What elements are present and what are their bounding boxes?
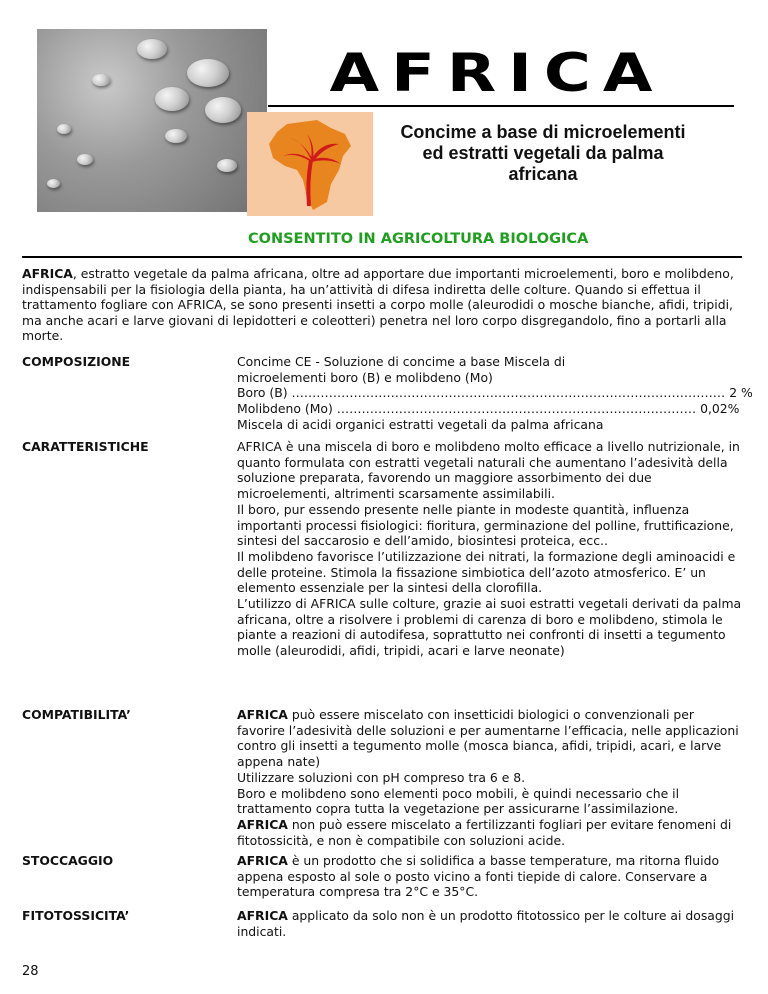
banner-rule [22, 256, 742, 258]
fitotossicita-label: FITOTOSSICITA’ [22, 908, 130, 923]
header-rule [268, 105, 734, 107]
organic-farming-banner: CONSENTITO IN AGRICOLTURA BIOLOGICA [248, 231, 589, 247]
molibdeno-row [237, 401, 740, 417]
compatibilita-p4-text: non può essere miscelato a fertilizzanti fogliari per evitare fenomeni di fitotossicità, e non è compatibile con soluzioni acide. [237, 816, 732, 848]
subtitle-line-2: ed estratti vegetali da palma [422, 143, 664, 163]
caratteristiche-p4: L’utilizzo di AFRICA sulle colture, grazie ai suoi estratti vegetali derivati da palma africana, oltre a risolvere i problemi di carenza di boro e molibdeno, stimola le piante a reazioni di autodifesa, soprattutto nei confronti di insetti a tegumento molle (aleurodidi, afidi, tripidi, acari e larve neonate) [237, 596, 742, 659]
boro-row [237, 385, 753, 401]
compatibilita-p3: Boro e molibdeno sono elementi poco mobili, è quindi necessario che il trattamento copra tutta la vegetazione per assicurarne l’assimilazione. [237, 785, 680, 817]
mites-photo [37, 29, 267, 212]
stoccaggio-text [237, 853, 742, 900]
composizione-label: COMPOSIZIONE [22, 354, 131, 369]
fitotossicita-text-body: applicato da solo non è un prodotto fitotossico per le colture ai dosaggi indicati. [237, 908, 735, 939]
caratteristiche-p3: Il molibdeno favorisce l’utilizzazione dei nitrati, la formazione degli aminoacidi e delle proteine. Stimola la fissazione simbiotica dell’azoto atmosferico. E’ un elemento essenziale per la sintesi della clorofilla. [237, 548, 736, 596]
brand-title: AFRICA [329, 43, 665, 105]
stoccaggio-body [237, 853, 742, 900]
intro-brand: AFRICA [22, 266, 73, 281]
compatibilita-brand-2: AFRICA [237, 816, 288, 832]
caratteristiche-body [237, 439, 742, 659]
intro-text: , estratto vegetale da palma africana, oltre ad apportare due importanti microelementi, boro e molibdeno, indispensabili per la fisiologia della pianta, ha un’attività di difesa indiretta delle colture. Quando si effettua il trattamento fogliare con AFRICA, se sono presenti insetti a corpo molle (aleurodidi o mosche bianche, afidi, tripidi, ma anche acari e larve giovani di lepidotteri e coleotteri) penetra nel loro corpo disgregandolo, fino a portarli alla morte. [22, 266, 734, 343]
compatibilita-label: COMPATIBILITA’ [22, 707, 131, 722]
caratteristiche-p1: AFRICA è una miscela di boro e molibdeno molto efficace a livello nutrizionale, in quanto formulata con estratti vegetali naturali che aumentano l’adesività della soluzione preparata, favorendo un maggiore assorbimento dei due microelementi, altrimenti scarsamente assimilabili. [237, 439, 740, 502]
fitotossicita-body [237, 908, 742, 939]
molibdeno-value: 0,02% [700, 401, 740, 417]
compatibilita-body [237, 707, 742, 848]
africa-palm-logo [247, 112, 373, 216]
stoccaggio-brand: AFRICA [237, 853, 288, 868]
subtitle-line-3: africana [508, 164, 578, 184]
stoccaggio-text-body: è un prodotto che si solidifica a basse temperature, ma ritorna fluido appena esposto al sole o posto vicino a fonti tiepide di calore. Conservare a temperatura compresa tra 2°C e 35°C. [237, 853, 720, 900]
compatibilita-p4 [237, 817, 742, 848]
stoccaggio-label: STOCCAGGIO [22, 853, 114, 868]
composizione-line-5: Miscela di acidi organici estratti vegetali da palma africana [237, 416, 604, 432]
compatibilita-p2: Utilizzare soluzioni con pH compreso tra 6 e 8. [237, 769, 526, 785]
fitotossicita-text [237, 908, 742, 939]
intro-paragraph [22, 266, 744, 344]
subtitle-line-1: Concime a base di microelementi [400, 122, 686, 142]
compatibilita-p1-text: può essere miscelato con insetticidi biologici o convenzionali per favorire l’adesività delle soluzioni e per aumentarne l’efficacia, nelle applicazioni contro gli insetti a tegumento molle (mosca bianca, afidi, tripidi, acari, e larve appena nate) [237, 707, 739, 770]
page-number: 28 [22, 964, 39, 979]
composizione-line-2: microelementi boro (B) e molibdeno (Mo) [237, 369, 493, 385]
compatibilita-p1 [237, 707, 742, 770]
boro-label: Boro (B) …………………………………………………………………………………………… [237, 385, 726, 401]
fitotossicita-brand: AFRICA [237, 908, 288, 923]
boro-value: 2 % [729, 385, 753, 401]
composizione-line-1: Concime CE - Soluzione di concime a base Miscela di [237, 354, 566, 369]
caratteristiche-p2: Il boro, pur essendo presente nelle piante in modeste quantità, influenza importanti processi fisiologici: fioritura, germinazione del polline, fruttificazione, sintesi del saccarosio e dell’amido, biosintesi proteica, ecc.. [237, 501, 734, 549]
molibdeno-label: Molibdeno (Mo) …………………………………………………………………………… [237, 401, 697, 417]
compatibilita-brand: AFRICA [237, 707, 288, 722]
caratteristiche-label: CARATTERISTICHE [22, 439, 149, 454]
product-subtitle [378, 122, 708, 185]
composizione-body [237, 354, 753, 433]
